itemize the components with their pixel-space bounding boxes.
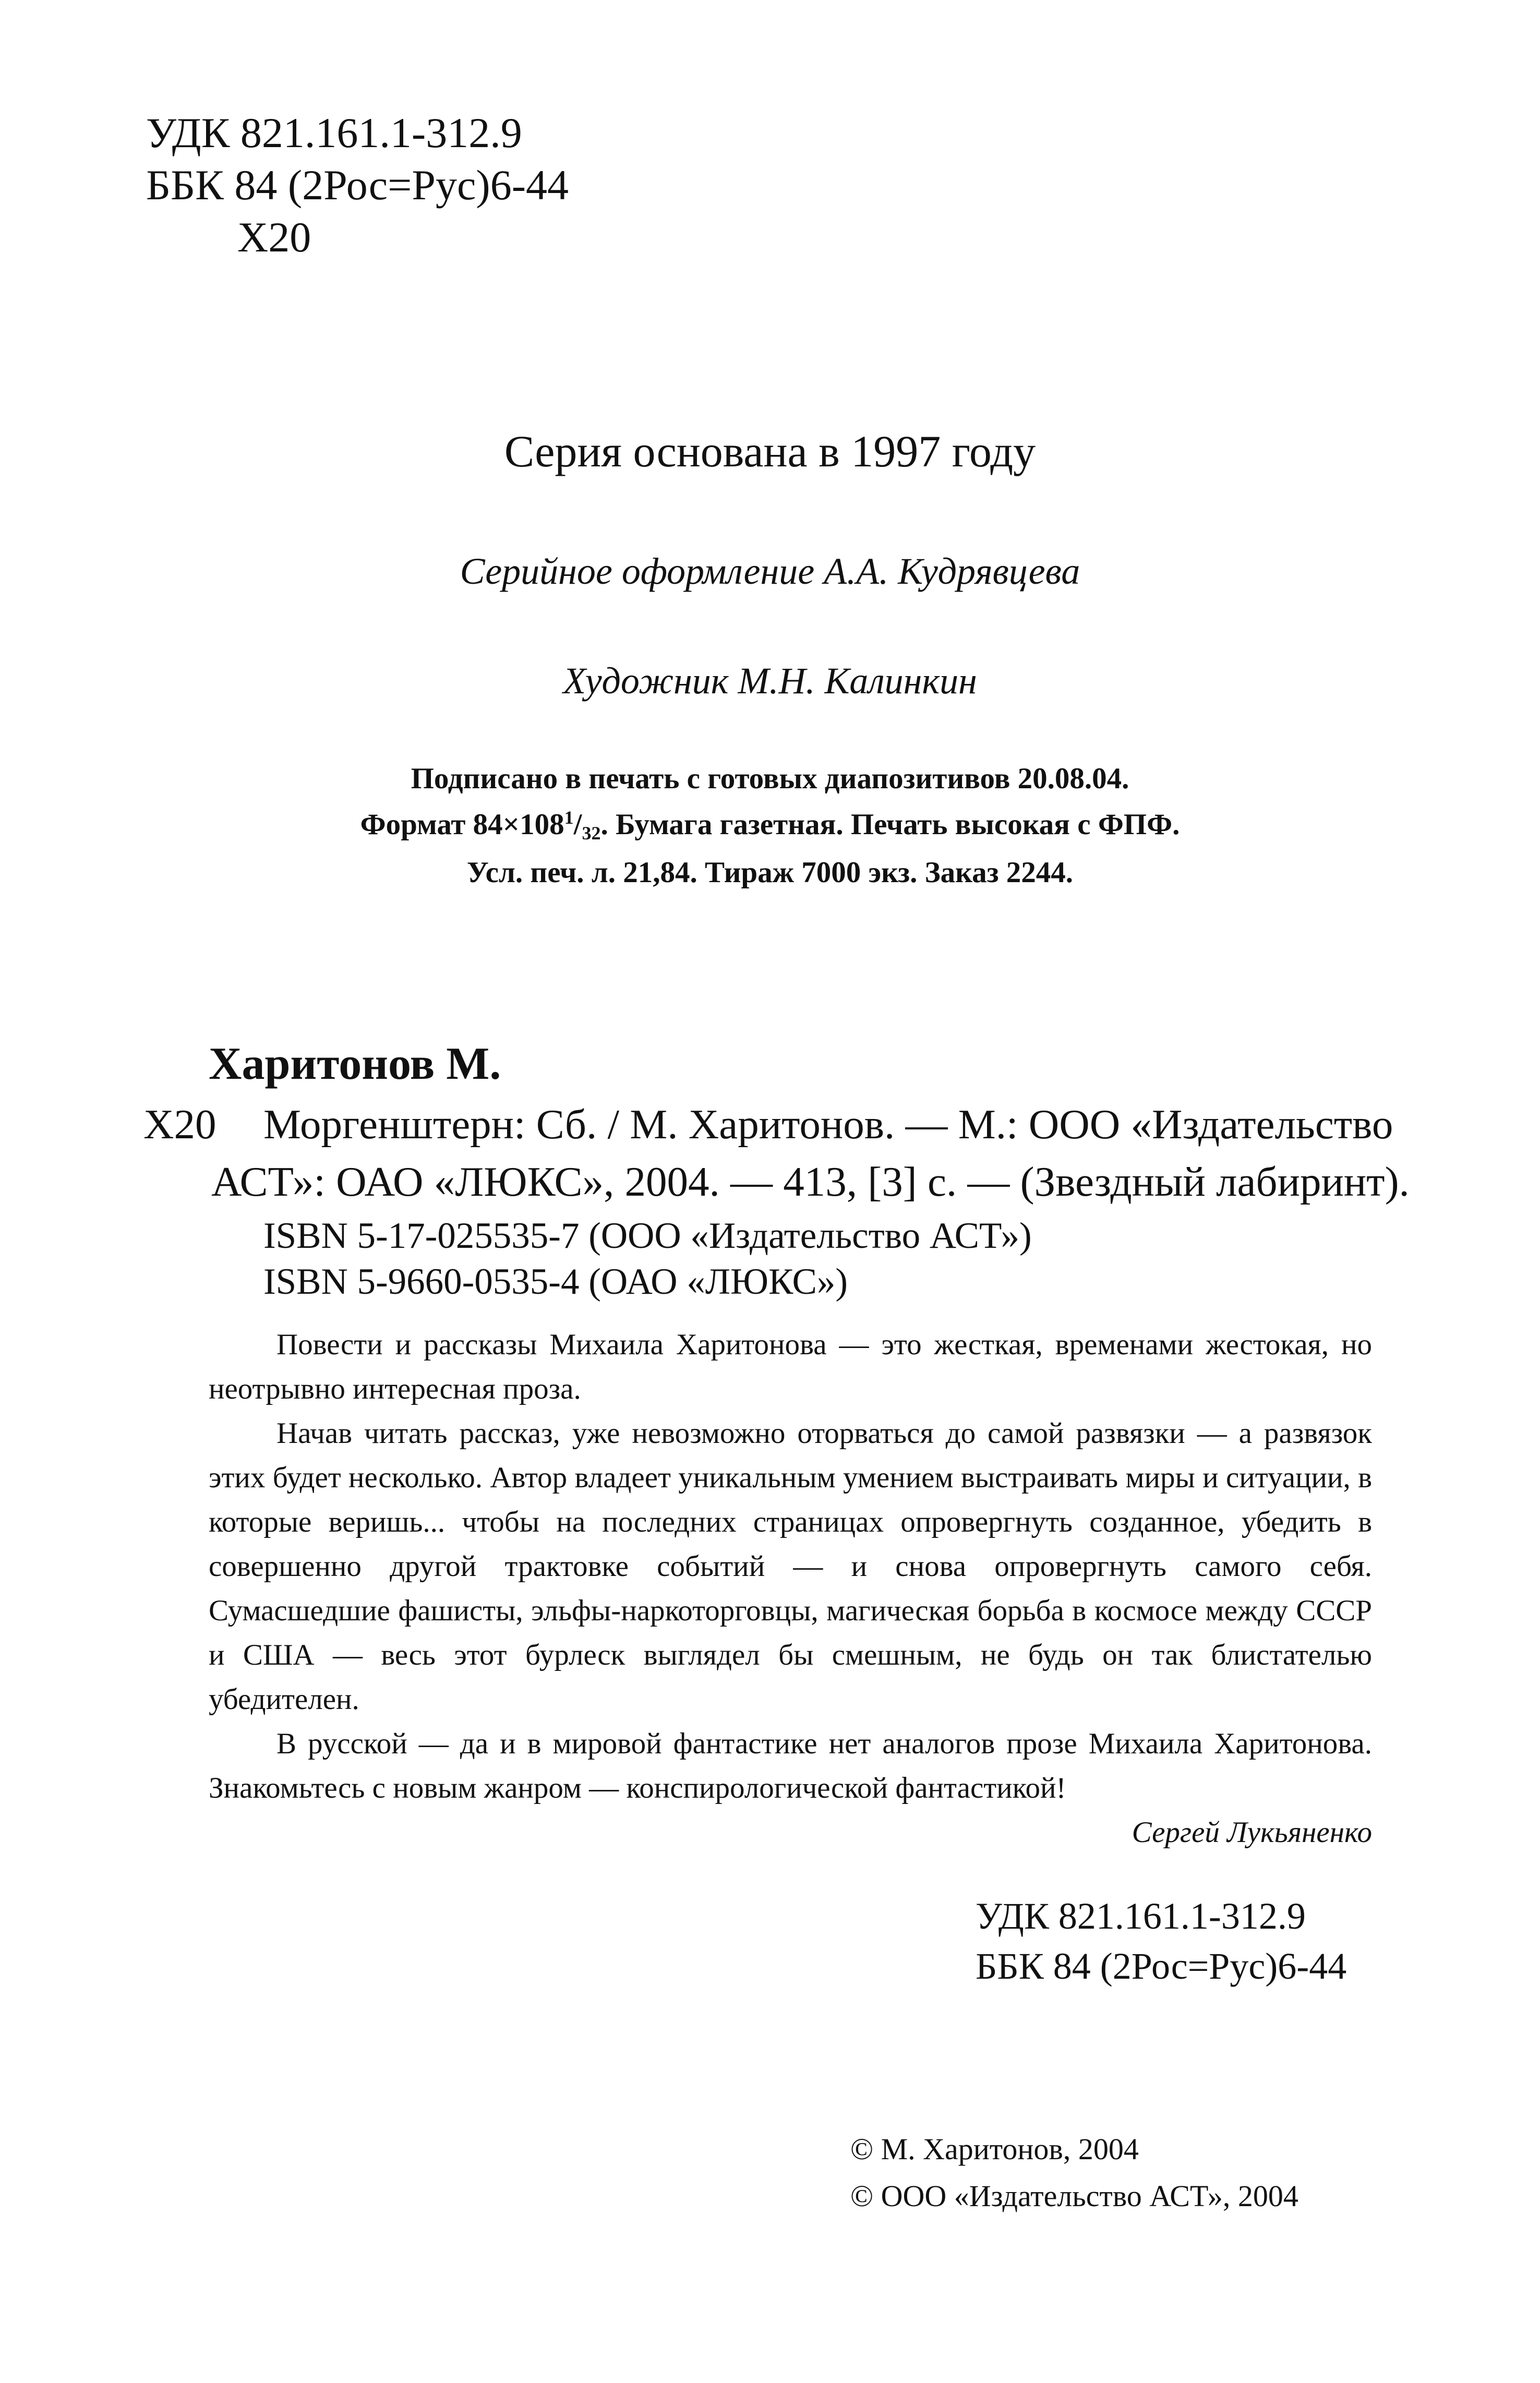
entry-line-2: АСТ»: ОАО «ЛЮКС», 2004. — 413, [3] с. — (Звездный лабиринт). — [211, 1158, 1410, 1205]
print-specs — [0, 759, 1540, 892]
artist-credit: Художник М.Н. Калинкин — [563, 660, 977, 702]
bottom-classification — [976, 1891, 1346, 1991]
bottom-udk-code: УДК 821.161.1-312.9 — [976, 1895, 1306, 1937]
entry-author: Харитонов М. — [209, 1039, 501, 1089]
entry-line-1 — [143, 1096, 1410, 1153]
entry-code: Х20 — [143, 1101, 216, 1148]
annotation-paragraph-3: В русской — да и в мировой фантастике нет аналогов прозе Михаила Харитонова. Знакомьтесь с новым жанром — конспирологической фантастикой! — [209, 1727, 1372, 1804]
bottom-bbk-code: ББК 84 (2Рос=Рус)6-44 — [976, 1945, 1347, 1987]
format-text: Формат 84×108 — [360, 808, 564, 841]
isbn-ast: ISBN 5-17-025535-7 (ООО «Издательство АСТ») — [263, 1215, 1032, 1256]
copyright-publisher: © ООО «Издательство АСТ», 2004 — [850, 2179, 1298, 2213]
credits — [0, 545, 1540, 707]
series-note: Серия основана в 1997 году — [504, 426, 1036, 476]
paper-text: . Бумага газетная. Печать высокая с ФПФ. — [600, 808, 1180, 841]
print-specs-line-2: Формат $84\times 108^1/_{32}$. Бумага газетная. Печать высокая с ФПФ. — [360, 807, 1180, 844]
isbn-lux: ISBN 5-9660-0535-4 (ОАО «ЛЮКС») — [263, 1261, 848, 1302]
design-credit: Серийное оформление А.А. Кудрявцева — [460, 550, 1080, 592]
bbk-code: ББК 84 (2Рос=Рус)6-44 — [146, 161, 569, 209]
print-specs-line-1: Подписано в печать с готовых диапозитивов 20.08.04. — [411, 762, 1129, 795]
entry-title: Моргенштерн: Сб. / М. Харитонов. — М.: ООО «Издательство — [263, 1101, 1393, 1148]
format-denominator: 32 — [582, 823, 601, 844]
bibliographic-entry — [143, 1096, 1410, 1210]
print-specs-line-3: Усл. печ. л. 21,84. Тираж 7000 экз. Заказ 2244. — [466, 856, 1074, 889]
copyright-notice — [850, 2126, 1298, 2220]
author-mark: Х20 — [237, 213, 311, 261]
annotation — [209, 1322, 1372, 1855]
classification-codes — [146, 107, 569, 263]
annotation-paragraph-2: Начав читать рассказ, уже невозможно оторваться до самой развязки — а развязок этих будет несколько. Автор владеет уникальным умением выстраивать миры и ситуации, в которые веришь... чтобы на последних страницах опровергнуть созданное, убедить в совершенно другой трактовке событий — и снова опровергнуть самого себя. Сумасшедшие фашисты, эльфы-наркоторговцы, магическая борьба в космосе между СССР и США — весь этот бурлеск выглядел бы смешным, не будь он так блистателью убедителен. — [209, 1417, 1372, 1716]
copyright-author: © М. Харитонов, 2004 — [850, 2132, 1139, 2166]
annotation-signature: Сергей Лукьяненко — [1132, 1816, 1372, 1849]
format-numerator: 1 — [564, 807, 574, 828]
udk-code: УДК 821.161.1-312.9 — [146, 109, 522, 157]
annotation-paragraph-1: Повести и рассказы Михаила Харитонова — это жесткая, временами жестокая, но неотрывно интересная проза. — [209, 1328, 1372, 1405]
isbn-block — [263, 1213, 1032, 1305]
